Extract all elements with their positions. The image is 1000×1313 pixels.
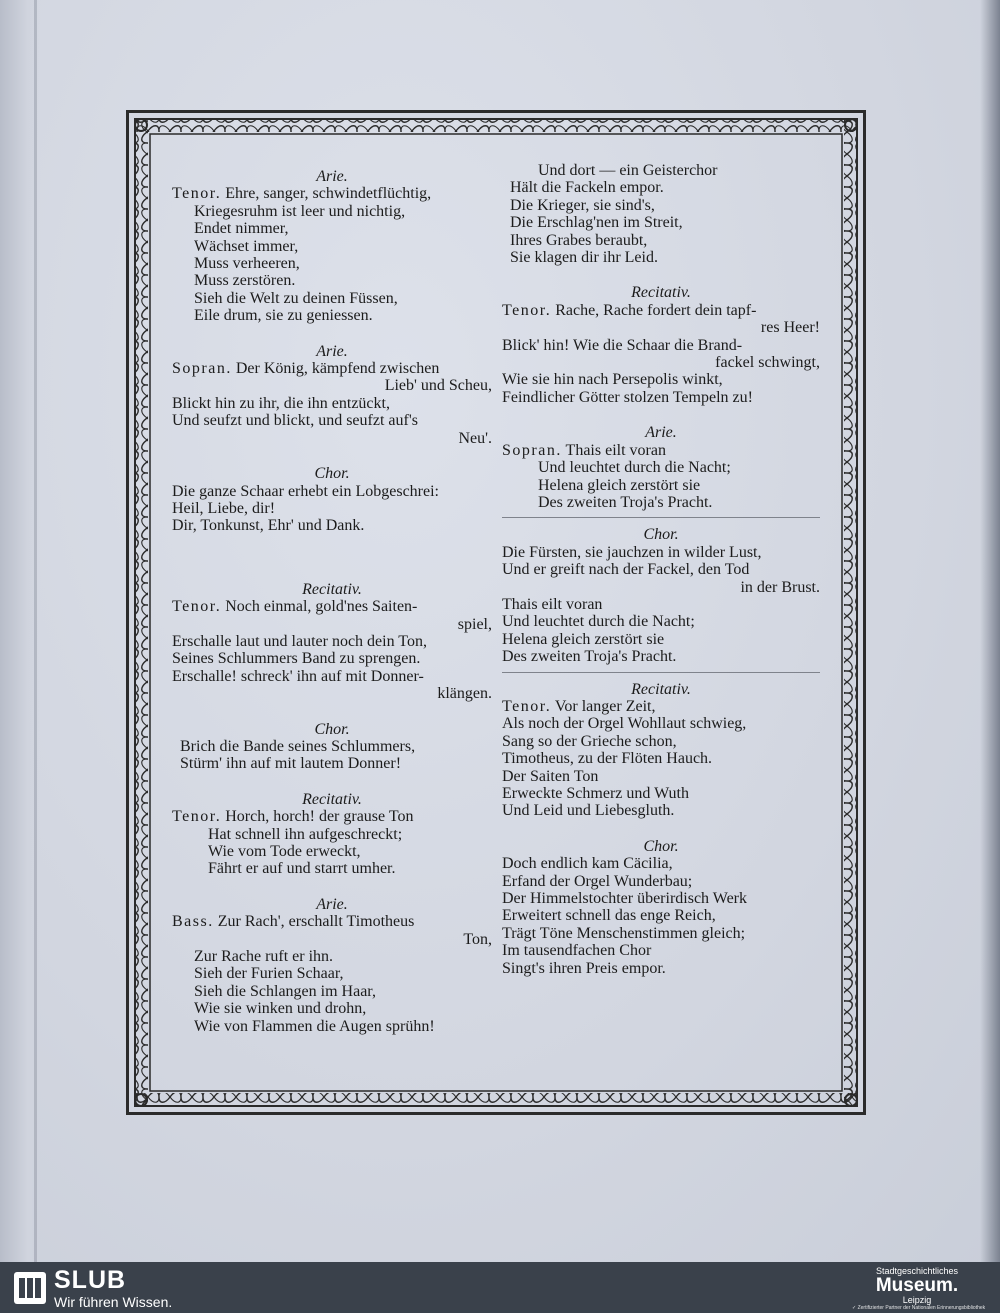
verse-text: Die Fürsten, sie jauchzen in wilder Lust, [502,543,762,561]
verse-line [502,197,820,214]
verse-text: Des zweiten Troja's Pracht. [538,493,713,511]
verse-line [502,477,820,494]
verse-line [502,214,820,231]
stanza-gap [172,325,492,337]
verse-text: Ihres Grabes beraubt, [510,231,648,249]
verse-line [172,616,492,633]
verse-text: Der Himmelstochter überirdisch Werk [502,890,748,908]
stanza-gap [172,878,492,890]
verse-text: res Heer! [760,319,820,337]
stanza-gap [172,773,492,785]
section-heading: Chor. [643,837,679,855]
verse-line [172,307,492,324]
verse-line [502,596,820,613]
verse-line [502,613,820,630]
verse-text: Der König, kämpfend zwischen [231,360,440,378]
verse-line [502,459,820,476]
verse-line [502,179,820,196]
verse-text: Wie von Flammen die Augen sprühn! [194,1017,435,1035]
verse-line [502,162,820,179]
verse-line [502,768,820,785]
verse-text: Als noch der Orgel Wohllaut schwieg, [502,715,747,733]
verse-line [172,483,492,500]
verse-line [502,302,820,319]
verse-line [172,517,492,534]
verse-line [172,668,492,685]
section-heading: Recitativ. [302,790,362,808]
verse-line [172,220,492,237]
verse-line [172,685,492,702]
verse-text: Wie sie winken und drohn, [194,1000,367,1018]
verse-line [172,290,492,307]
section-heading: Arie. [645,424,677,442]
verse-line [172,913,492,930]
verse-text: Thais eilt voran [561,441,666,459]
museum-partner-note: ✓ Zertifizierter Partner der Nationalen Erinnerungsbibliothek [852,1305,986,1311]
verse-text: Ton, [463,930,492,948]
verse-text: Erweckte Schmerz und Wuth [502,785,689,802]
verse-line [172,931,492,948]
verse-text: Stürm' ihn auf mit lautem Donner! [180,755,402,773]
stanza-gap [172,703,492,715]
verse-text: Und leuchtet durch die Nacht; [502,613,695,631]
verse-text: Und seufzt und blickt, und seufzt auf's [172,412,418,430]
verse-text: Wie sie hin nach Persepolis winkt, [502,371,723,389]
verse-line [502,855,820,872]
stanza-gap [502,266,820,278]
verse-line [172,860,492,877]
verse-line [172,965,492,982]
verse-text: Horch, horch! der grause Ton [221,808,414,826]
verse-text: Sie klagen dir ihr Leid. [510,249,658,267]
verse-text: Die Krieger, sie sind's, [510,196,655,214]
verse-text: Des zweiten Troja's Pracht. [502,648,677,666]
verse-line [502,442,820,459]
verse-text: Hält die Fackeln empor. [510,179,664,197]
museum-name: Museum. [875,1275,959,1296]
verse-line [502,249,820,266]
verse-line [502,715,820,732]
verse-text: Seines Schlummers Band zu sprengen. [172,650,421,668]
verse-line [172,598,492,615]
divider-rule [502,672,820,673]
verse-text: Dir, Tonkunst, Ehr' und Dank. [172,517,365,535]
verse-text: Muss verheeren, [194,255,300,273]
voice-role: Sopran. [502,441,562,459]
verse-line [502,371,820,388]
voice-role: Tenor. [172,185,222,203]
verse-text: Trägt Töne Menschenstimmen gleich; [502,924,746,942]
verse-line [172,185,492,202]
voice-role: Tenor. [172,808,222,826]
verse-line [172,272,492,289]
verse-line [502,802,820,819]
verse-line [502,942,820,959]
verse-text: Muss zerstören. [194,272,296,290]
verse-line [172,826,492,843]
museum-city: Leipzig [902,1295,932,1305]
verse-text: Erfand der Orgel Wunderbau; [502,872,693,890]
verse-line [502,890,820,907]
verse-text: Feindlicher Götter stolzen Tempeln zu! [502,388,753,406]
verse-text: Vor langer Zeit, [551,697,656,715]
verse-line [502,544,820,561]
verse-text: Zur Rache ruft er ihn. [194,948,334,966]
verse-line [172,203,492,220]
verse-text: Und leuchtet durch die Nacht; [538,459,731,477]
section-heading: Arie. [316,895,348,913]
verse-text: fackel schwingt, [715,354,820,372]
verse-text: Brich die Bande seines Schlummers, [180,737,416,755]
stanza-gap [502,820,820,832]
verse-text: Sieh der Furien Schaar, [194,965,344,983]
verse-text: Eile drum, sie zu geniessen. [194,307,373,325]
verse-text: Im tausendfachen Chor [502,942,652,960]
verse-text: Doch endlich kam Cäcilia, [502,855,673,873]
verse-line [172,650,492,667]
voice-role: Tenor. [172,598,222,616]
verse-text: Helena gleich zerstört sie [502,630,665,648]
verse-text: Die Erschlag'nen im Streit, [510,214,683,232]
verse-text: Rache, Rache fordert dein tapf- [551,301,757,319]
page-edge-shadow [980,0,1000,1262]
verse-text: Sieh die Welt zu deinen Füssen, [194,289,398,307]
verse-line [502,319,820,336]
verse-line [172,255,492,272]
voice-role: Tenor. [502,697,552,715]
verse-line [172,412,492,429]
voice-role: Bass. [172,913,214,931]
verse-line [502,960,820,977]
verse-line [502,579,820,596]
verse-line [172,983,492,1000]
voice-role: Tenor. [502,301,552,319]
verse-text: Lieb' und Scheu, [384,377,492,395]
stanza-gap [172,447,492,459]
verse-line [172,738,492,755]
verse-line [502,785,820,802]
verse-line [172,238,492,255]
verse-text: Endet nimmer, [194,220,289,238]
verse-line [502,925,820,942]
verse-text: Zur Rach', erschallt Timotheus [213,913,415,931]
section-gap [172,535,492,575]
verse-text: Und er greift nach der Fackel, den Tod [502,561,750,579]
verse-text: Erweitert schnell das enge Reich, [502,907,716,925]
verse-line [502,631,820,648]
section-heading: Recitativ. [631,284,691,302]
verse-text: Helena gleich zerstört sie [538,476,701,494]
verse-line [502,561,820,578]
verse-line [502,907,820,924]
verse-line [172,808,492,825]
verse-text: Heil, Liebe, dir! [172,499,276,517]
section-heading: Arie. [316,342,348,360]
verse-line [502,389,820,406]
verse-text: Die ganze Schaar erhebt ein Lobgeschrei: [172,482,439,500]
voice-role: Sopran. [172,360,232,378]
verse-line [502,232,820,249]
museum-top-label: Stadtgeschichtliches [875,1266,959,1276]
verse-line [172,633,492,650]
verse-line [502,733,820,750]
slub-logo-icon [12,1270,48,1306]
verse-text: klängen. [437,685,492,703]
verse-text: Hat schnell ihn aufgeschreckt; [208,825,403,843]
verse-text: spiel, [457,615,492,633]
verse-text: Noch einmal, gold'nes Saiten- [221,598,418,616]
verse-line [502,494,820,511]
verse-text: Erschalle! schreck' ihn auf mit Donner- [172,667,424,685]
left-column [172,162,492,1035]
divider-rule [502,517,820,518]
verse-line [502,698,820,715]
slub-slogan: Wir führen Wissen. [54,1294,173,1310]
verse-text: Fährt er auf und starrt umher. [208,860,396,878]
verse-text: Singt's ihren Preis empor. [502,959,666,977]
verse-line [172,430,492,447]
verse-line [172,843,492,860]
verse-text: Der Saiten Ton [502,767,599,785]
verse-text: Timotheus, zu der Flöten Hauch. [502,750,713,768]
section-heading: Arie. [316,168,348,185]
verse-text: Erschalle laut und lauter noch dein Ton, [172,632,427,650]
section-heading: Recitativ. [302,580,362,598]
verse-line [172,360,492,377]
verse-text: Und Leid und Liebesgluth. [502,802,675,820]
fold-line [34,0,37,1262]
verse-text: Und dort — ein Geisterchor [538,162,718,179]
verse-line [172,1000,492,1017]
verse-text: Ehre, sanger, schwindetflüchtig, [221,185,432,203]
verse-line [172,500,492,517]
section-heading: Recitativ. [631,680,691,698]
verse-line [172,755,492,772]
verse-text: Wie vom Tode erweckt, [208,843,361,860]
verse-text: Thais eilt voran [502,595,603,613]
museum-logo [852,1266,986,1311]
verse-text: Neu'. [458,429,492,447]
verse-line [502,354,820,371]
verse-text: Sang so der Grieche schon, [502,732,677,750]
section-heading: Chor. [643,526,679,544]
verse-text: in der Brust. [740,578,820,596]
verse-text: Kriegesruhm ist leer und nichtig, [194,202,406,220]
verse-line [172,377,492,394]
verse-line [172,1018,492,1035]
verse-line [502,750,820,767]
slub-name: SLUB [54,1266,127,1294]
verse-text: Blick' hin! Wie die Schaar die Brand- [502,336,743,354]
verse-text: Wächset immer, [194,237,299,255]
verse-text: Sieh die Schlangen im Haar, [194,982,376,1000]
verse-text: Blickt hin zu ihr, die ihn entzückt, [172,394,390,412]
verse-line [502,873,820,890]
section-heading: Chor. [314,720,350,738]
verse-line [502,648,820,665]
section-heading: Chor. [314,465,350,483]
right-column [502,162,820,977]
verse-line [172,395,492,412]
stanza-gap [502,406,820,418]
verse-line [502,337,820,354]
verse-line [172,948,492,965]
